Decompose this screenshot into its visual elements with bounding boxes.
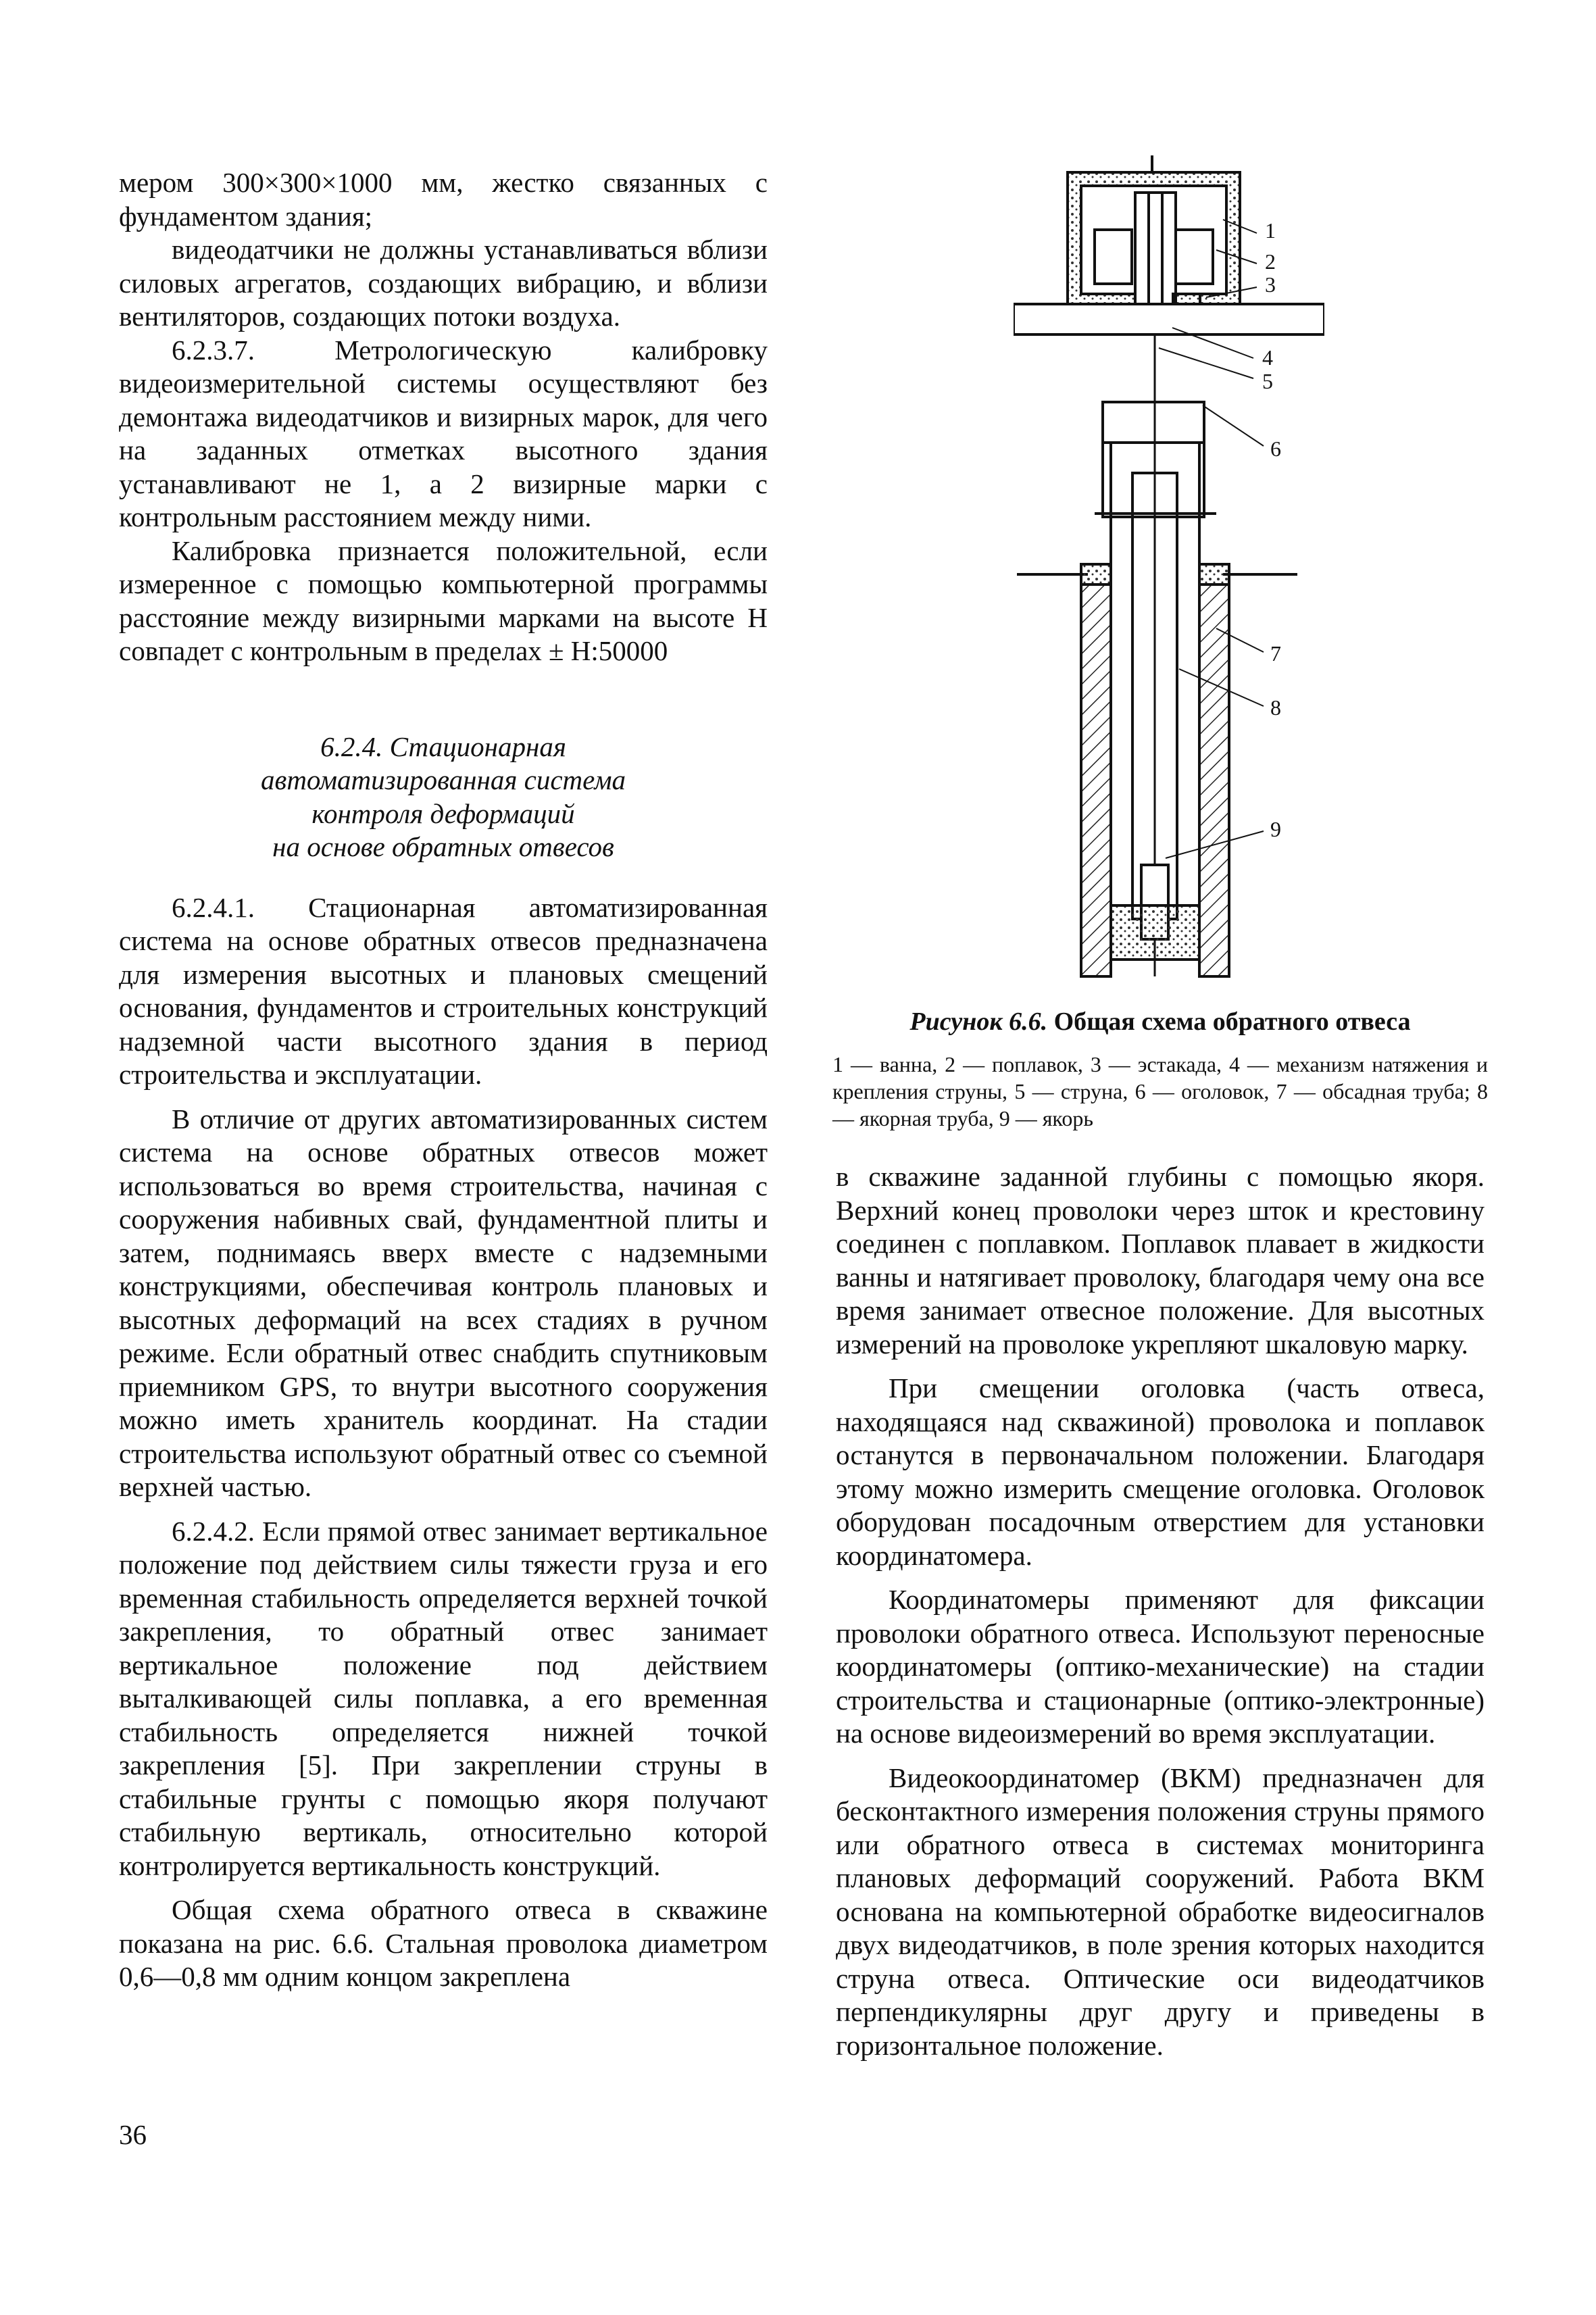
figure-number: Рисунок 6.6.	[909, 1007, 1048, 1036]
section-heading	[119, 730, 768, 864]
heading-line: на основе обратных отвесов	[272, 831, 614, 862]
figure-label: 6	[1270, 437, 1281, 461]
figure-title: Общая схема обратного отвеса	[1053, 1007, 1411, 1036]
figure-label: 4	[1262, 345, 1273, 370]
paragraph: Координатомеры применяют для фиксации проволоки обратного отвеса. Используют переносные координатомеры (оптико-механические) на стадии строительства и стационарные (оптико-электронные) на основе видеоизмерений во время эксплуатации.	[836, 1584, 1485, 1749]
figure-label: 1	[1265, 218, 1276, 243]
inverted-plumb-diagram	[1014, 155, 1324, 997]
paragraph: Видеокоординатомер (ВКМ) предназначен для бесконтактного измерения положения струны прямого или обратного отвеса в системах мониторинга плановых деформаций сооружений. Работа ВКМ основана на компьютерной обработке видеосигналов двух видеодатчиков, в поле зрения которых находится струна отвеса. Оптические оси видеодатчиков перпендикулярны друг другу и приведены в горизонтальное положение.	[836, 1762, 1485, 2061]
paragraph: В отличие от других автоматизированных систем система на основе обратных отвесов может использоваться во время строительства, начиная с сооружения набивных свай, фундаментной плиты и затем, поднимаясь вверх вместе с надземными конструкциями, обеспечивая контроль плановых и высотных деформаций на всех стадиях в ручном режиме. Если обратный отвес снабдить спутниковым приемником GPS, то внутри высотного сооружения можно иметь хранитель координат. На стадии строительства используют обратный отвес со съемной верхней частью.	[119, 1103, 768, 1502]
heading-line: автоматизированная система	[261, 764, 626, 795]
figure-label: 5	[1262, 369, 1273, 393]
paragraph: При смещении оголовка (часть отвеса, находящаяся над скважиной) проволока и поплавок останутся в первоначальном положении. Благодаря этому можно измерить смещение оголовка. Оголовок оборудован посадочным отверстием для установки координатомера.	[836, 1372, 1485, 1571]
heading-line: контроля деформаций	[311, 797, 575, 829]
paragraph: 6.2.4.2. Если прямой отвес занимает вертикальное положение под действием силы тяжести груза и его временная стабильность определяется верхней точкой закрепления, то обратный отвес занимает вертикальное положение под действием выталкивающей силы поплавка, а его временная стабильность определяется нижней точкой закрепления [5]. При закреплении струны в стабильные грунты с помощью якоря получают стабильную вертикаль, относительно которой контролируется вертикальность конструкций.	[119, 1515, 768, 1881]
right-column	[836, 1160, 1485, 2062]
figure-legend: 1 — ванна, 2 — поплавок, 3 — эстакада, 4 — механизм натяжения и крепления струны, 5 — струна, 6 — оголовок, 7 — обсадная труба; 8 — якорная труба, 9 — якорь	[832, 1052, 1488, 1130]
paragraph: мером 300×300×1000 мм, жестко связанных с фундаментом здания;	[119, 167, 768, 232]
figure-label: 7	[1270, 641, 1281, 666]
figure-label: 2	[1265, 249, 1276, 274]
paragraph: Общая схема обратного отвеса в скважине показана на рис. 6.6. Стальная проволока диаметром 0,6—0,8 мм одним концом закреплена	[119, 1894, 768, 1992]
paragraph: 6.2.4.1. Стационарная автоматизированная система на основе обратных отвесов предназначена для измерения высотных и плановых смещений основания, фундаментов и строительных конструкций надземной части высотного здания в период строительства и эксплуатации.	[119, 891, 768, 1090]
paragraph: видеодатчики не должны устанавливаться вблизи силовых агрегатов, создающих вибрацию, и вблизи вентиляторов, создающих потоки воздуха.	[119, 234, 768, 332]
paragraph: 6.2.3.7. Метрологическую калибровку видеоизмерительной системы осуществляют без демонтажа видеодатчиков и визирных марок, для чего на заданных отметках высотного здания устанавливают не 1, а 2 визирные марки с контрольным расстоянием между ними.	[119, 334, 768, 532]
figure-label: 9	[1270, 817, 1281, 841]
page-number: 36	[119, 2119, 147, 2150]
figure-caption	[832, 1007, 1488, 1037]
figure-label: 3	[1265, 272, 1276, 297]
heading-line: 6.2.4. Стационарная	[320, 730, 566, 762]
left-column	[119, 166, 768, 1994]
paragraph: Калибровка признается положительной, если измеренное с помощью компьютерной программы расстояние между визирными марками на высоте H совпадет с контрольным в пределах ± H:50000	[119, 534, 768, 666]
paragraph: в скважине заданной глубины с помощью якоря. Верхний конец проволоки через шток и крестовину соединен с поплавком. Поплавок плавает в жидкости ванны и натягивает проволоку, благодаря чему она все время занимает отвесное положение. Для высотных измерений на проволоке укрепляют шкаловую марку.	[836, 1161, 1485, 1360]
figure-label: 8	[1270, 695, 1281, 720]
